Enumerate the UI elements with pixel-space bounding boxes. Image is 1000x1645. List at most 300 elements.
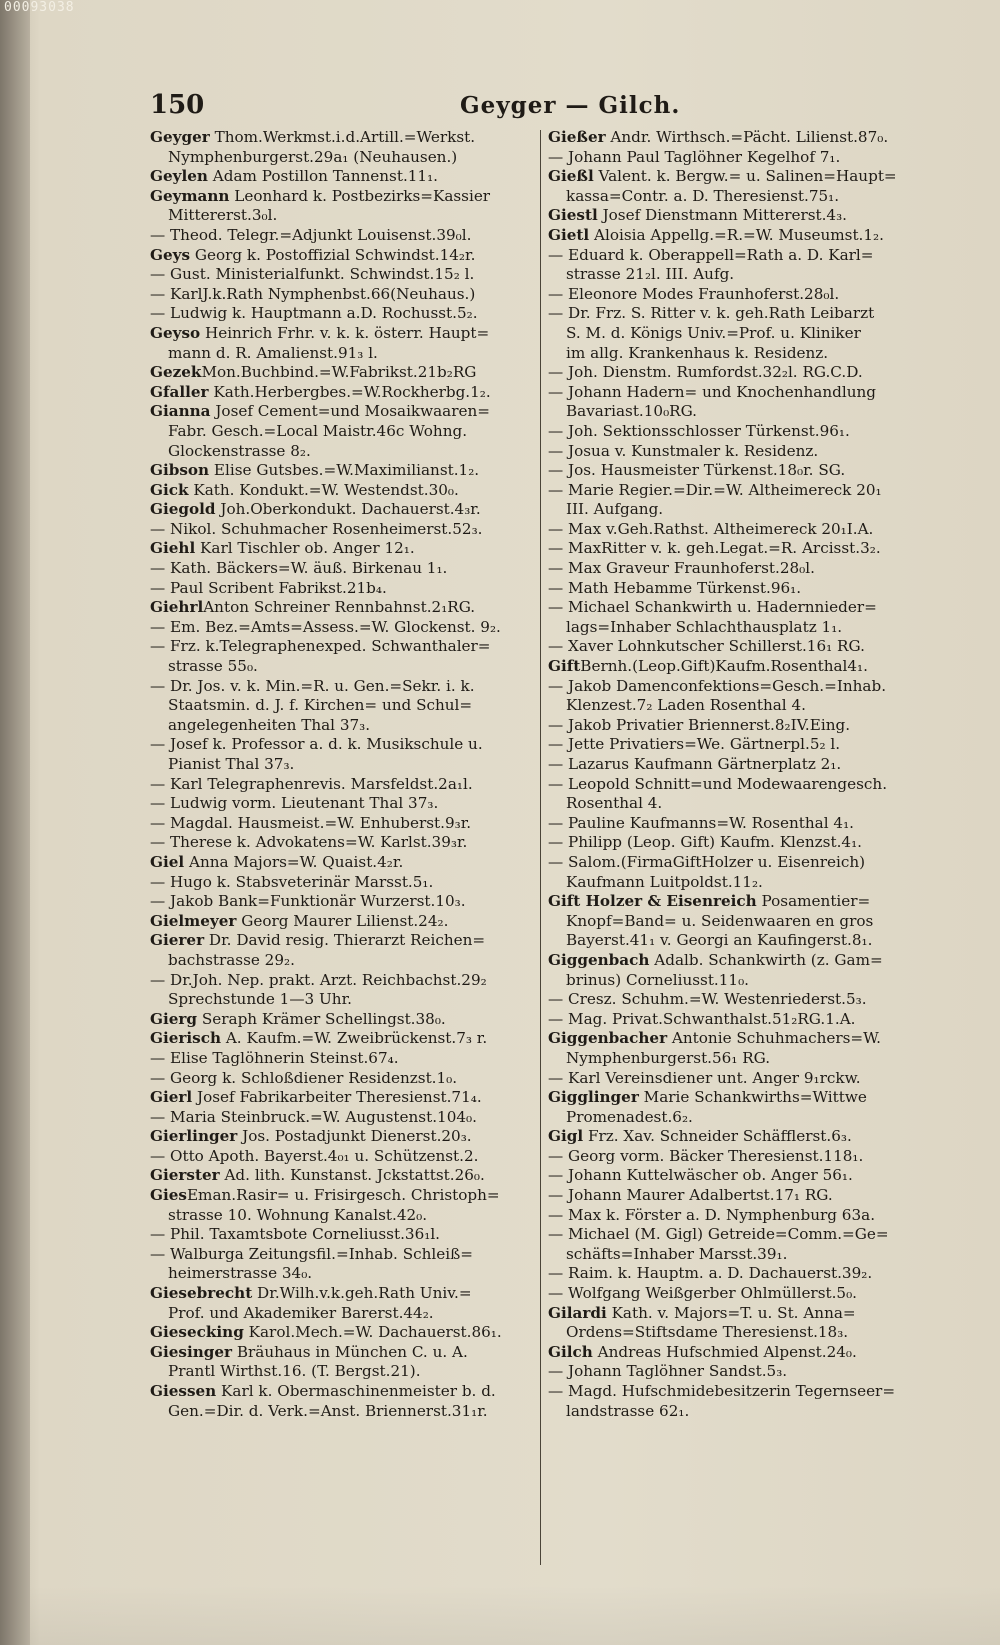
directory-entry-line <box>150 618 540 638</box>
entry-headword: Gierl <box>150 1088 193 1107</box>
entry-text: Marie Schankwirths=Wittwe <box>638 1088 867 1107</box>
directory-entry-line <box>150 716 540 736</box>
directory-entry-line <box>150 500 540 520</box>
directory-entry-line <box>548 285 938 305</box>
directory-entry-line <box>150 1284 540 1304</box>
directory-entry-line <box>548 892 938 912</box>
entry-text: — Jos. Hausmeister Türkenst.18₀r. SG. <box>548 461 846 480</box>
directory-entry-line <box>548 637 938 657</box>
entry-text: Dr. David resig. Thierarzt Reichen= <box>204 931 486 950</box>
entry-text: — Georg vorm. Bäcker Theresienst.118₁. <box>548 1146 864 1165</box>
directory-entry-line <box>150 1088 540 1108</box>
directory-entry-line <box>150 402 540 422</box>
directory-entry-line <box>548 500 938 520</box>
directory-entry-line <box>150 1010 540 1030</box>
directory-entry-line <box>150 814 540 834</box>
entry-text: Adam Postillon Tannenst.11₁. <box>207 167 439 186</box>
entry-text: — Michael (M. Gigl) Getreide=Comm.=Ge= <box>548 1225 889 1244</box>
entry-text: — Philipp (Leop. Gift) Kaufm. Klenzst.4₁. <box>548 833 862 852</box>
directory-entry-line <box>150 148 540 168</box>
directory-entry-line <box>150 1264 540 1284</box>
entry-text: Kaufmann Luitpoldst.11₂. <box>566 872 763 891</box>
entry-text: — Jakob Damenconfektions=Gesch.=Inhab. <box>548 676 887 695</box>
entry-text: — Paul Scribent Fabrikst.21b₄. <box>150 578 387 597</box>
entry-text: — Max k. Förster a. D. Nymphenburg 63a. <box>548 1205 876 1224</box>
directory-entry-line <box>548 677 938 697</box>
entry-text: brinus) Corneliusst.11₀. <box>566 970 749 989</box>
directory-entry-line <box>150 383 540 403</box>
directory-entry-line <box>150 1402 540 1422</box>
directory-entry-line <box>548 304 938 324</box>
directory-entry-line <box>548 735 938 755</box>
directory-entry-line <box>150 128 540 148</box>
directory-entry-line <box>150 912 540 932</box>
directory-entry-line <box>150 637 540 657</box>
directory-entry-line <box>150 990 540 1010</box>
entry-text: Josef Dienstmann Mittererst.4₃. <box>597 206 848 225</box>
entry-text: strasse 21₂l. III. Aufg. <box>566 265 735 284</box>
entry-text: bachstrasse 29₂. <box>168 950 295 969</box>
entry-text: Leonhard k. Postbezirks=Kassier <box>229 186 491 205</box>
directory-entry-line <box>548 775 938 795</box>
directory-entry-line <box>548 873 938 893</box>
directory-entry-line <box>548 442 938 462</box>
directory-entry-line <box>150 1225 540 1245</box>
entry-text: Jos. Postadjunkt Dienerst.20₃. <box>237 1127 472 1146</box>
entry-text: Ad. lith. Kunstanst. Jckstattst.26₀. <box>219 1166 485 1185</box>
directory-entry-line <box>548 363 938 383</box>
directory-entry-line <box>150 1206 540 1226</box>
entry-text: — Raim. k. Hauptm. a. D. Dachauerst.39₂. <box>548 1264 873 1283</box>
entry-text: — Gust. Ministerialfunkt. Schwindst.15₂ l. <box>150 265 475 284</box>
directory-entry-line <box>150 1343 540 1363</box>
entry-text: — Wolfgang Weißgerber Ohlmüllerst.5₀. <box>548 1284 857 1303</box>
entry-text: — Otto Apoth. Bayerst.4₀₁ u. Schützenst.2. <box>150 1146 479 1165</box>
entry-headword: Gigl <box>548 1127 584 1146</box>
directory-entry-line <box>548 148 938 168</box>
directory-entry-line <box>150 1186 540 1206</box>
directory-entry-line <box>150 461 540 481</box>
entry-text: — Dr. Frz. S. Ritter v. k. geh.Rath Leibarzt <box>548 304 875 323</box>
entry-text: — Maria Steinbruck.=W. Augustenst.104₀. <box>150 1107 477 1126</box>
entry-text: Karl Tischler ob. Anger 12₁. <box>195 539 415 558</box>
entry-text: landstrasse 62₁. <box>566 1401 690 1420</box>
directory-entry-line <box>150 853 540 873</box>
directory-entry-line <box>548 383 938 403</box>
entry-text: — Hugo k. Stabsveterinär Marsst.5₁. <box>150 872 434 891</box>
entry-text: Aloisia Appellg.=R.=W. Museumst.1₂. <box>589 225 884 244</box>
entry-text: Bräuhaus in München C. u. A. <box>232 1342 468 1361</box>
entry-text: Ordens=Stiftsdame Theresienst.18₃. <box>566 1323 849 1342</box>
directory-entry-line <box>548 1108 938 1128</box>
directory-entry-line <box>548 1029 938 1049</box>
page-header <box>150 90 960 124</box>
directory-entry-line <box>548 1343 938 1363</box>
directory-entry-line <box>548 951 938 971</box>
entry-text: Joh.Oberkondukt. Dachauerst.4₃r. <box>215 500 481 519</box>
entry-headword: Gies <box>150 1186 187 1205</box>
directory-entry-line <box>548 1382 938 1402</box>
entry-text: — Ludwig vorm. Lieutenant Thal 37₃. <box>150 794 439 813</box>
entry-text: Promenadest.6₂. <box>566 1107 693 1126</box>
directory-entry-line <box>150 892 540 912</box>
directory-entry-line <box>150 187 540 207</box>
directory-entry-line <box>548 1010 938 1030</box>
directory-entry-line <box>150 1245 540 1265</box>
entry-text: — Marie Regier.=Dir.=W. Altheimereck 20₁ <box>548 480 882 499</box>
entry-text: Valent. k. Bergw.= u. Salinen=Haupt= <box>593 167 897 186</box>
directory-entry-line <box>150 794 540 814</box>
directory-entry-line <box>150 246 540 266</box>
directory-entry-line <box>548 402 938 422</box>
directory-entry-line <box>548 931 938 951</box>
entry-text: Thom.Werkmst.i.d.Artill.=Werkst. <box>209 128 476 146</box>
directory-entry-line <box>150 1069 540 1089</box>
entry-headword: Gibson <box>150 461 210 480</box>
entry-text: schäfts=Inhaber Marsst.39₁. <box>566 1244 788 1263</box>
directory-entry-line <box>548 618 938 638</box>
directory-entry-line <box>548 1069 938 1089</box>
entry-headword: Gift Holzer & Eisenreich <box>548 892 757 911</box>
entry-text: — Joh. Sektionsschlosser Türkenst.96₁. <box>548 421 850 440</box>
entry-text: Bavariast.10₀RG. <box>566 402 698 421</box>
entry-text: — Georg k. Schloßdiener Residenzst.1₀. <box>150 1068 458 1087</box>
directory-entry-line <box>548 461 938 481</box>
directory-entry-line <box>548 265 938 285</box>
directory-entry-line <box>548 246 938 266</box>
entry-text: Staatsmin. d. J. f. Kirchen= und Schul= <box>168 696 473 715</box>
entry-headword: Gierer <box>150 931 205 950</box>
entry-text: — Kath. Bäckers=W. äuß. Birkenau 1₁. <box>150 559 448 578</box>
entry-text: Josef Fabrikarbeiter Theresienst.71₄. <box>192 1088 482 1107</box>
entry-text: — Salom.(FirmaGiftHolzer u. Eisenreich) <box>548 852 866 871</box>
entry-text: Mittererst.3₀l. <box>168 206 278 225</box>
directory-entry-line <box>548 1323 938 1343</box>
entry-text: Rosenthal 4. <box>566 794 663 813</box>
directory-entry-line <box>150 344 540 364</box>
entry-headword: Gießer <box>548 128 606 146</box>
directory-entry-line <box>548 814 938 834</box>
entry-text: — Lazarus Kaufmann Gärtnerplatz 2₁. <box>548 755 842 773</box>
entry-headword: Giehl <box>150 539 196 558</box>
directory-entry-line <box>150 971 540 991</box>
directory-entry-line <box>150 1362 540 1382</box>
entry-headword: Gift <box>548 657 581 676</box>
directory-entry-line <box>150 775 540 795</box>
entry-text: A. Kaufm.=W. Zweibrückenst.7₃ r. <box>221 1029 488 1048</box>
directory-entry-line <box>548 971 938 991</box>
directory-entry-line <box>548 1284 938 1304</box>
directory-entry-line <box>150 873 540 893</box>
directory-entry-line <box>548 1304 938 1324</box>
entry-headword: Giesebrecht <box>150 1284 253 1303</box>
entry-text: Elise Gutsbes.=W.Maximilianst.1₂. <box>209 461 480 480</box>
directory-entry-line <box>548 206 938 226</box>
entry-text: — Eleonore Modes Fraunhoferst.28₀l. <box>548 284 840 303</box>
directory-entry-line <box>548 794 938 814</box>
directory-entry-line <box>548 1127 938 1147</box>
page-shadow <box>30 1585 1000 1645</box>
directory-entry-line <box>548 559 938 579</box>
directory-entry-line <box>150 598 540 618</box>
entry-headword: Gielmeyer <box>150 911 237 930</box>
entry-text: — Therese k. Advokatens=W. Karlst.39₃r. <box>150 833 468 852</box>
directory-entry-line <box>548 1225 938 1245</box>
directory-entry-line <box>150 1166 540 1186</box>
entry-text: — Leopold Schnitt=und Modewaarengesch. <box>548 774 888 793</box>
entry-text: — Johann Taglöhner Sandst.5₃. <box>548 1362 788 1381</box>
entry-text: strasse 10. Wohnung Kanalst.42₀. <box>168 1205 428 1224</box>
entry-text: — Johann Hadern= und Knochenhandlung <box>548 382 876 401</box>
entry-headword: Gierg <box>150 1009 198 1028</box>
entry-text: — KarlJ.k.Rath Nymphenbst.66(Neuhaus.) <box>150 284 476 303</box>
entry-headword: Giehrl <box>150 598 204 617</box>
entry-headword: Gick <box>150 480 189 499</box>
entry-text: — Em. Bez.=Amts=Assess.=W. Glockenst. 9₂. <box>150 617 501 636</box>
entry-text: Karl k. Obermaschinenmeister b. d. <box>216 1382 496 1400</box>
entry-headword: Geylen <box>150 167 208 186</box>
entry-text: — Cresz. Schuhm.=W. Westenriederst.5₃. <box>548 990 867 1009</box>
entry-text: III. Aufgang. <box>566 500 664 519</box>
entry-text: Nymphenburgerst.29a₁ (Neuhausen.) <box>168 147 458 166</box>
column-divider <box>540 130 541 1565</box>
entry-text: Mon.Buchbind.=W.Fabrikst.21b₂RG <box>201 363 477 382</box>
directory-entry-line <box>548 187 938 207</box>
entry-text: — Eduard k. Oberappell=Rath a. D. Karl= <box>548 245 874 264</box>
directory-entry-line <box>548 1186 938 1206</box>
entry-headword: Giessen <box>150 1382 217 1400</box>
entry-text: Fabr. Gesch.=Local Maistr.46c Wohng. <box>168 421 468 440</box>
entry-text: — Dr.Joh. Nep. prakt. Arzt. Reichbachst.29₂ <box>150 970 487 989</box>
entry-text: Kath.Herbergbes.=W.Rockherbg.1₂. <box>208 382 491 401</box>
entry-headword: Giggenbacher <box>548 1029 668 1048</box>
entry-text: Georg Maurer Lilienst.24₂. <box>236 911 449 930</box>
entry-text: lags=Inhaber Schlachthausplatz 1₁. <box>566 617 843 636</box>
entry-text: — Dr. Jos. v. k. Min.=R. u. Gen.=Sekr. i. k. <box>150 676 475 695</box>
entry-headword: Giesecking <box>150 1323 244 1342</box>
book-gutter <box>0 0 75 1645</box>
entry-text: Knopf=Band= u. Seidenwaaren en gros <box>566 911 874 930</box>
page-number: 150 <box>150 90 205 120</box>
entry-text: Eman.Rasir= u. Frisirgesch. Christoph= <box>186 1186 500 1205</box>
entry-text: — Josef k. Professor a. d. k. Musikschule u. <box>150 735 483 754</box>
entry-text: Pianist Thal 37₃. <box>168 755 295 773</box>
entry-text: — Xaver Lohnkutscher Schillerst.16₁ RG. <box>548 637 865 656</box>
directory-entry-line <box>150 167 540 187</box>
directory-entry-line <box>548 1264 938 1284</box>
entry-text: mann d. R. Amalienst.91₃ l. <box>168 343 378 362</box>
entry-headword: Geyger <box>150 128 210 146</box>
entry-headword: Giestl <box>548 206 598 225</box>
entry-text: Kath. v. Majors=T. u. St. Anna= <box>606 1303 856 1322</box>
directory-entry-line <box>150 931 540 951</box>
entry-headword: Gfaller <box>150 382 209 401</box>
entry-headword: Gilardi <box>548 1303 607 1322</box>
entry-text: — Johann Maurer Adalbertst.17₁ RG. <box>548 1186 833 1205</box>
entry-text: — Frz. k.Telegraphenexped. Schwanthaler= <box>150 637 491 656</box>
entry-headword: Gezek <box>150 363 202 382</box>
directory-entry-line <box>548 1049 938 1069</box>
directory-entry-line <box>150 696 540 716</box>
directory-entry-line <box>150 539 540 559</box>
directory-entry-line <box>150 265 540 285</box>
directory-entry-line <box>150 1029 540 1049</box>
entry-text: S. M. d. Königs Univ.=Prof. u. Kliniker <box>566 323 861 342</box>
directory-entry-line <box>150 206 540 226</box>
entry-text: — Magd. Hufschmidebesitzerin Tegernseer= <box>548 1382 896 1400</box>
entry-text: Karol.Mech.=W. Dachauerst.86₁. <box>243 1323 502 1342</box>
entry-text: Andreas Hufschmied Alpenst.24₀. <box>592 1342 857 1361</box>
entry-text: Andr. Wirthsch.=Pächt. Lilienst.87₀. <box>605 128 889 146</box>
directory-entry-line <box>548 422 938 442</box>
entry-text: — Joh. Dienstm. Rumfordst.32₂l. RG.C.D. <box>548 363 863 382</box>
entry-text: Prof. und Akademiker Barerst.44₂. <box>168 1303 434 1322</box>
entry-text: — Karl Vereinsdiener unt. Anger 9₁rckw. <box>548 1068 861 1087</box>
entry-text: strasse 55₀. <box>168 657 258 676</box>
directory-entry-line <box>548 912 938 932</box>
entry-text: — Max v.Geh.Rathst. Altheimereck 20₁I.A. <box>548 519 874 538</box>
entry-text: Klenzest.7₂ Laden Rosenthal 4. <box>566 696 806 715</box>
directory-entry-line <box>150 1127 540 1147</box>
directory-entry-line <box>150 363 540 383</box>
directory-entry-line <box>548 1206 938 1226</box>
entry-text: — Johann Paul Taglöhner Kegelhof 7₁. <box>548 147 841 166</box>
directory-entry-line <box>548 128 938 148</box>
directory-entry-line <box>548 853 938 873</box>
entry-headword: Gierisch <box>150 1029 222 1048</box>
entry-text: Glockenstrasse 8₂. <box>168 441 311 460</box>
entry-text: Bayerst.41₁ v. Georgi an Kaufingerst.8₁. <box>566 931 873 950</box>
entry-text: kassa=Contr. a. D. Theresienst.75₁. <box>566 186 840 205</box>
entry-headword: Geymann <box>150 186 230 205</box>
directory-entry-line <box>548 755 938 775</box>
entry-text: Sprechstunde 1—3 Uhr. <box>168 990 352 1009</box>
entry-text: Antonie Schuhmachers=W. <box>667 1029 881 1048</box>
entry-text: — Michael Schankwirth u. Hadernnieder= <box>548 598 877 617</box>
entry-text: Dr.Wilh.v.k.geh.Rath Univ.= <box>252 1284 472 1303</box>
entry-headword: Gierster <box>150 1166 220 1185</box>
directory-entry-line <box>548 167 938 187</box>
entry-text: Bernh.(Leop.Gift)Kaufm.Rosenthal4₁. <box>580 657 868 676</box>
entry-text: — Magdal. Hausmeist.=W. Enhuberst.9₃r. <box>150 813 472 832</box>
directory-entry-line <box>150 755 540 775</box>
directory-entry-line <box>548 657 938 677</box>
entry-text: — Johann Kuttelwäscher ob. Anger 56₁. <box>548 1166 853 1185</box>
directory-entry-line <box>548 696 938 716</box>
directory-entry-line <box>548 1245 938 1265</box>
directory-entry-line <box>150 1049 540 1069</box>
entry-headword: Gierlinger <box>150 1127 238 1146</box>
directory-entry-line <box>548 1402 938 1422</box>
left-column <box>150 128 540 1421</box>
directory-entry-line <box>548 598 938 618</box>
directory-entry-line <box>150 833 540 853</box>
directory-entry-line <box>548 716 938 736</box>
entry-headword: Geyso <box>150 323 201 342</box>
entry-text: — Elise Taglöhnerin Steinst.67₄. <box>150 1048 399 1067</box>
directory-entry-line <box>548 833 938 853</box>
directory-entry-line <box>150 657 540 677</box>
entry-text: Gen.=Dir. d. Verk.=Anst. Briennerst.31₁r. <box>168 1401 488 1420</box>
directory-entry-line <box>150 579 540 599</box>
entry-text: — Karl Telegraphenrevis. Marsfeldst.2a₁l. <box>150 774 473 793</box>
directory-entry-line <box>150 1147 540 1167</box>
directory-entry-line <box>150 304 540 324</box>
directory-entry-line <box>150 1323 540 1343</box>
entry-text: heimerstrasse 34₀. <box>168 1264 313 1283</box>
entry-text: — Nikol. Schuhmacher Rosenheimerst.52₃. <box>150 519 483 538</box>
directory-entry-line <box>150 285 540 305</box>
entry-headword: Gietl <box>548 225 590 244</box>
entry-text: — Jakob Bank=Funktionär Wurzerst.10₃. <box>150 892 466 911</box>
directory-entry-line <box>548 1147 938 1167</box>
directory-entry-line <box>548 520 938 540</box>
directory-entry-line <box>150 1304 540 1324</box>
entry-text: Prantl Wirthst.16. (T. Bergst.21). <box>168 1362 421 1381</box>
entry-text: Kath. Kondukt.=W. Westendst.30₀. <box>188 480 459 499</box>
entry-headword: Giegold <box>150 500 216 519</box>
scan-stamp: 00093038 <box>4 0 75 15</box>
right-column <box>548 128 938 1421</box>
entry-text: — Math Hebamme Türkenst.96₁. <box>548 578 802 597</box>
entry-headword: Gießl <box>548 167 594 186</box>
entry-text: — Ludwig k. Hauptmann a.D. Rochusst.5₂. <box>150 304 478 323</box>
entry-text: — Walburga Zeitungsfil.=Inhab. Schleiß= <box>150 1244 473 1263</box>
directory-entry-line <box>548 344 938 364</box>
directory-entry-line <box>150 226 540 246</box>
entry-text: — Theod. Telegr.=Adjunkt Louisenst.39₀l. <box>150 225 472 244</box>
entry-headword: Gianna <box>150 402 211 421</box>
entry-text: — Jette Privatiers=We. Gärtnerpl.5₂ l. <box>548 735 841 754</box>
entry-text: angelegenheiten Thal 37₃. <box>168 715 371 734</box>
entry-headword: Gigglinger <box>548 1088 639 1107</box>
directory-entry-line <box>150 520 540 540</box>
running-head: Geyger — Gilch. <box>460 92 681 119</box>
entry-text: Josef Cement=und Mosaikwaaren= <box>210 402 490 421</box>
entry-text: Heinrich Frhr. v. k. k. österr. Haupt= <box>200 323 490 342</box>
entry-text: Adalb. Schankwirth (z. Gam= <box>649 950 883 969</box>
entry-headword: Geys <box>150 245 191 264</box>
entry-headword: Gilch <box>548 1342 593 1361</box>
entry-text: Frz. Xav. Schneider Schäfflerst.6₃. <box>583 1127 852 1146</box>
directory-entry-line <box>548 481 938 501</box>
entry-text: Seraph Krämer Schellingst.38₀. <box>197 1009 446 1028</box>
entry-text: — Mag. Privat.Schwanthalst.51₂RG.1.A. <box>548 1009 856 1028</box>
entry-text: — Pauline Kaufmanns=W. Rosenthal 4₁. <box>548 813 854 832</box>
directory-entry-line <box>548 579 938 599</box>
directory-entry-line <box>150 735 540 755</box>
directory-entry-line <box>150 324 540 344</box>
directory-entry-line <box>548 990 938 1010</box>
directory-entry-line <box>548 1362 938 1382</box>
entry-headword: Giel <box>150 852 185 871</box>
directory-entry-line <box>548 1088 938 1108</box>
entry-text: — MaxRitter v. k. geh.Legat.=R. Arcisst.3₂. <box>548 539 881 558</box>
entry-text: Georg k. Postoffizial Schwindst.14₂r. <box>190 245 476 264</box>
entry-text: — Jakob Privatier Briennerst.8₂IV.Eing. <box>548 715 851 734</box>
directory-entry-line <box>150 559 540 579</box>
entry-text: — Josua v. Kunstmaler k. Residenz. <box>548 441 819 460</box>
entry-text: Anton Schreiner Rennbahnst.2₁RG. <box>203 598 476 617</box>
directory-entry-line <box>150 442 540 462</box>
directory-entry-line <box>150 481 540 501</box>
entry-headword: Giesinger <box>150 1342 233 1361</box>
directory-entry-line <box>150 1108 540 1128</box>
directory-entry-line <box>150 677 540 697</box>
entry-text: im allg. Krankenhaus k. Residenz. <box>566 343 829 362</box>
directory-entry-line <box>548 539 938 559</box>
directory-entry-line <box>548 226 938 246</box>
